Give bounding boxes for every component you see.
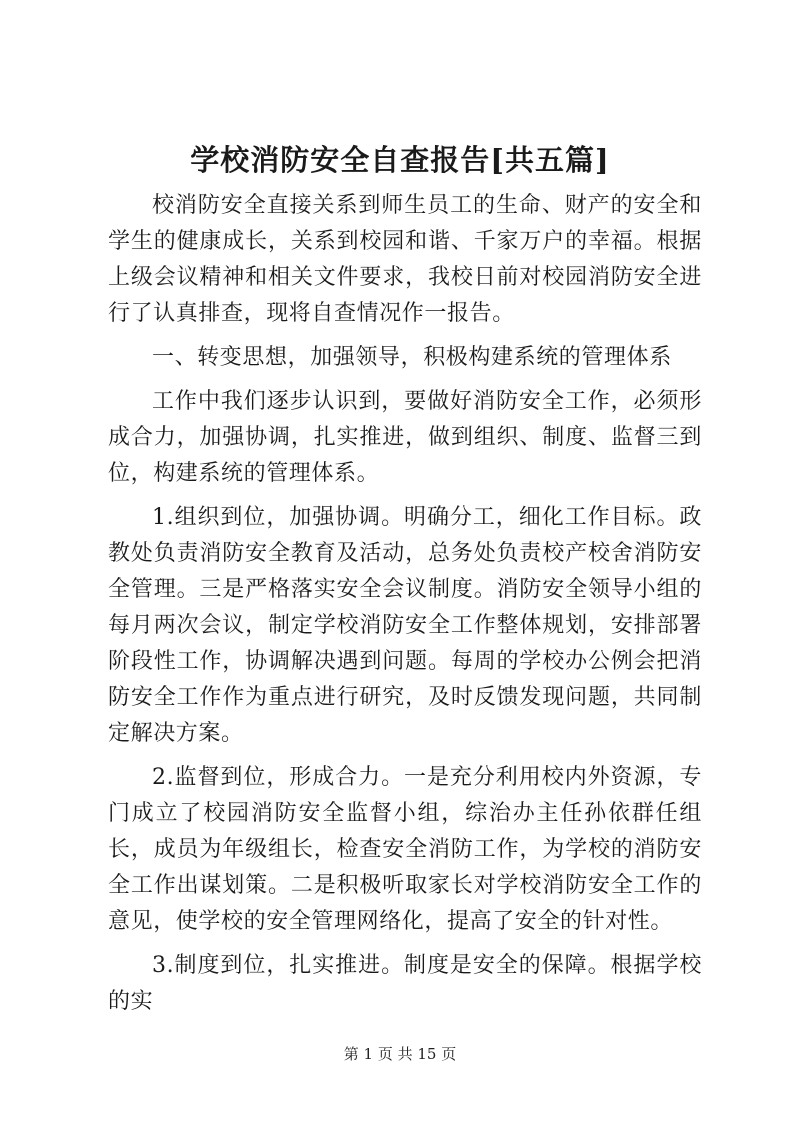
paragraph-intro: 校消防安全直接关系到师生员工的生命、财产的安全和学生的健康成长，关系到校园和谐、千家万户的幸福。根据上级会议精神和相关文件要求，我校日前对校园消防安全进行了认真排查，现将自查情况作一报告。 (108, 193, 702, 326)
document-body (108, 188, 702, 1028)
paragraph-item-3: 3.制度到位，扎实推进。制度是安全的保障。根据学校的实 (108, 953, 702, 1014)
document-title: 学校消防安全自查报告[共五篇] (190, 143, 610, 177)
page-number-footer: 第 1 页 共 15 页 (343, 1045, 457, 1063)
paragraph-section-1-intro: 工作中我们逐步认识到，要做好消防安全工作，必须形成合力，加强协调，扎实推进，做到组织、制度、监督三到位，构建系统的管理体系。 (108, 389, 702, 486)
paragraph-item-1: 1.组织到位，加强协调。明确分工，细化工作目标。政教处负责消防安全教育及活动，总务处负责校产校舍消防安全管理。三是严格落实安全会议制度。消防安全领导小组的每月两次会议，制定学校消防安全工作整体规划，安排部署阶段性工作，协调解决遇到问题。每周的学校办公例会把消防安全工作作为重点进行研究，及时反馈发现问题，共同制定解决方案。 (108, 505, 702, 746)
section-heading-1: 一、转变思想，加强领导，积极构建系统的管理体系 (152, 345, 672, 370)
paragraph-item-2: 2.监督到位，形成合力。一是充分利用校内外资源，专门成立了校园消防安全监督小组，综治办主任孙依群任组长，成员为年级组长，检查安全消防工作，为学校的消防安全工作出谋划策。二是积极听取家长对学校消防安全工作的意见，使学校的安全管理网络化，提高了安全的针对性。 (108, 765, 702, 934)
